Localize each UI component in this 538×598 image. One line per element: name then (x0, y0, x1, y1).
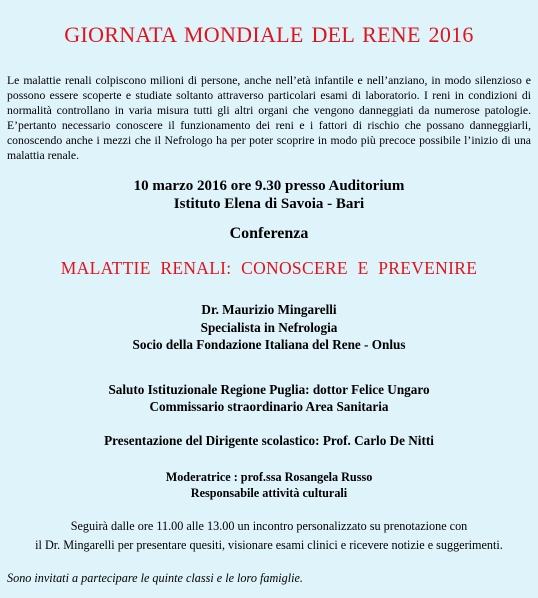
conference-label: Conferenza (229, 225, 309, 242)
greeting-line: Saluto Istituzionale Regione Puglia: dottor Felice Ungaro (108, 382, 430, 397)
speaker-affiliation: Socio della Fondazione Italiana del Rene - Onlus (132, 337, 406, 352)
intro-paragraph: Le malattie renali colpiscono milioni di persone, anche nell’età infantile e nell’anziano, in modo silenzioso e possono essere scoperte e studiate soltanto attraverso particolari esami di laboratorio. I reni in condizioni di normalità controllano in varia misura tutti gli altri organi che vengono danneggiati da numerose patologie. E’pertanto necessario conoscere il funzionamento dei reni e i fattori di rischio che possano danneggiarli, conoscendo anche i mezzi che il Nefrologo ha per poter scoprire in modo più precoce possibile l’inizio di una malattia renale. (7, 74, 531, 163)
greeting-role: Commissario straordinario Area Sanitaria (149, 399, 389, 414)
speaker-role: Specialista in Nefrologia (200, 320, 338, 335)
event-date: 10 marzo 2016 ore 9.30 presso Auditorium (133, 178, 405, 194)
followup-line-2: il Dr. Mingarelli per presentare quesiti, visionare esami clinici e ricevere notizie e suggerimenti. (35, 538, 503, 552)
speaker-name: Dr. Maurizio Mingarelli (201, 302, 337, 317)
footer-note: Sono invitati a partecipare le quinte classi e le loro famiglie. (7, 571, 303, 585)
moderator-role: Responsabile attività culturali (190, 486, 348, 500)
moderator-line: Moderatrice : prof.ssa Rosangela Russo (165, 470, 373, 484)
page-title: GIORNATA MONDIALE DEL RENE 2016 (64, 22, 474, 47)
presentation-line: Presentazione del Dirigente scolastico: Prof. Carlo De Nitti (104, 433, 434, 448)
event-place: Istituto Elena di Savoia - Bari (173, 196, 365, 212)
followup-line-1: Seguirà dalle ore 11.00 alle 13.00 un incontro personalizzato su prenotazione con (70, 519, 468, 533)
conference-title: MALATTIE RENALI: CONOSCERE E PREVENIRE (60, 258, 478, 278)
